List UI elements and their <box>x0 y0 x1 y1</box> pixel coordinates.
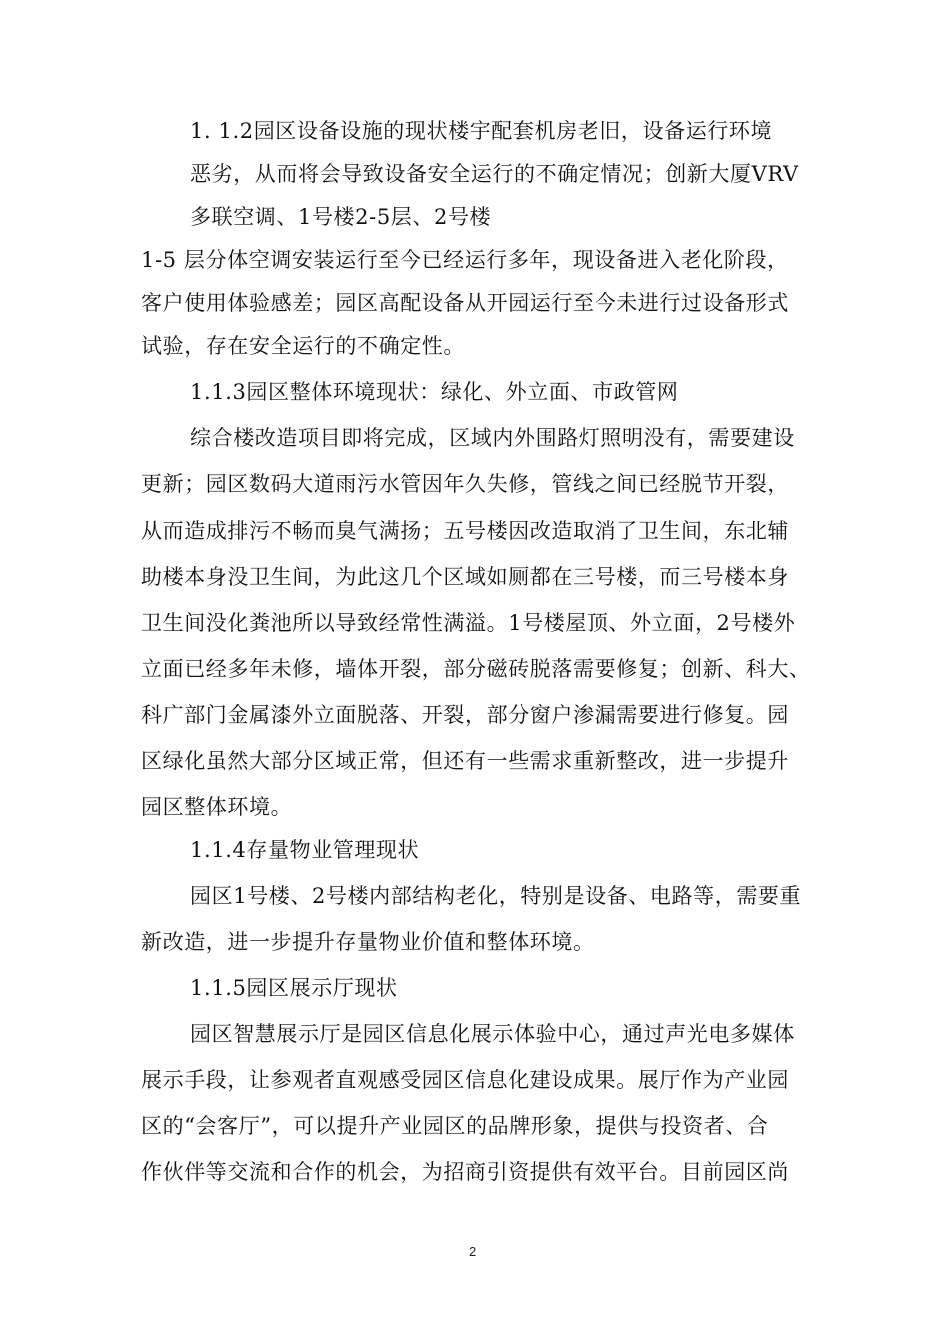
text-line: 助楼本身没卫生间，为此这几个区域如厕都在三号楼，而三号楼本身 <box>141 565 789 589</box>
text-line: 从而造成排污不畅而臭气满扬；五号楼因改造取消了卫生间，东北辅 <box>141 519 789 543</box>
text-line: 试验，存在安全运行的不确定性。 <box>141 334 465 358</box>
text-line: 区的“会客厅”，可以提升产业园区的品牌形象，提供与投资者、合 <box>141 1114 769 1138</box>
text-line: 新改造，进一步提升存量物业价值和整体环境。 <box>141 930 595 954</box>
text-line: 园区智慧展示厅是园区信息化展示体验中心，通过声光电多媒体 <box>190 1022 795 1046</box>
text-line: 1. 1.2园区设备设施的现状楼宇配套机房老旧，设备运行环境 <box>190 119 773 143</box>
text-line: 展示手段，让参观者直观感受园区信息化建设成果。展厅作为产业园 <box>141 1068 789 1092</box>
text-line: 区绿化虽然大部分区域正常，但还有一些需求重新整改，进一步提升 <box>141 749 789 773</box>
text-line: 卫生间没化粪池所以导致经常性满溢。1号楼屋顶、外立面，2号楼外 <box>141 611 796 635</box>
text-line: 恶劣，从而将会导致设备安全运行的不确定情况；创新大厦VRV <box>190 162 799 186</box>
text-line: 作伙伴等交流和合作的机会，为招商引资提供有效平台。目前园区尚 <box>141 1160 789 1184</box>
text-line: 更新；园区数码大道雨污水管因年久失修，管线之间已经脱节开裂， <box>141 472 789 496</box>
text-line: 立面已经多年未修，墙体开裂，部分磁砖脱落需要修复；创新、科大、 <box>141 657 811 681</box>
text-line: 1.1.5园区展示厅现状 <box>190 976 398 1000</box>
text-line: 客户使用体验感差；园区高配设备从开园运行至今未进行过设备形式 <box>141 291 789 315</box>
text-line: 1.1.3园区整体环境现状：绿化、外立面、市政管网 <box>190 380 679 404</box>
text-line: 综合楼改造项目即将完成，区域内外围路灯照明没有，需要建设 <box>190 426 795 450</box>
text-line: 科广部门金属漆外立面脱落、开裂，部分窗户渗漏需要进行修复。园 <box>141 703 789 727</box>
text-line: 园区整体环境。 <box>141 795 293 819</box>
text-line: 多联空调、1号楼2-5层、2号楼 <box>190 205 492 229</box>
text-line: 1-5 层分体空调安装运行至今已经运行多年，现设备进入老化阶段， <box>141 248 789 272</box>
text-line: 园区1号楼、2号楼内部结构老化，特别是设备、电路等，需要重 <box>190 884 802 908</box>
text-line: 1.1.4存量物业管理现状 <box>190 838 420 862</box>
page-number: 2 <box>469 1244 477 1259</box>
